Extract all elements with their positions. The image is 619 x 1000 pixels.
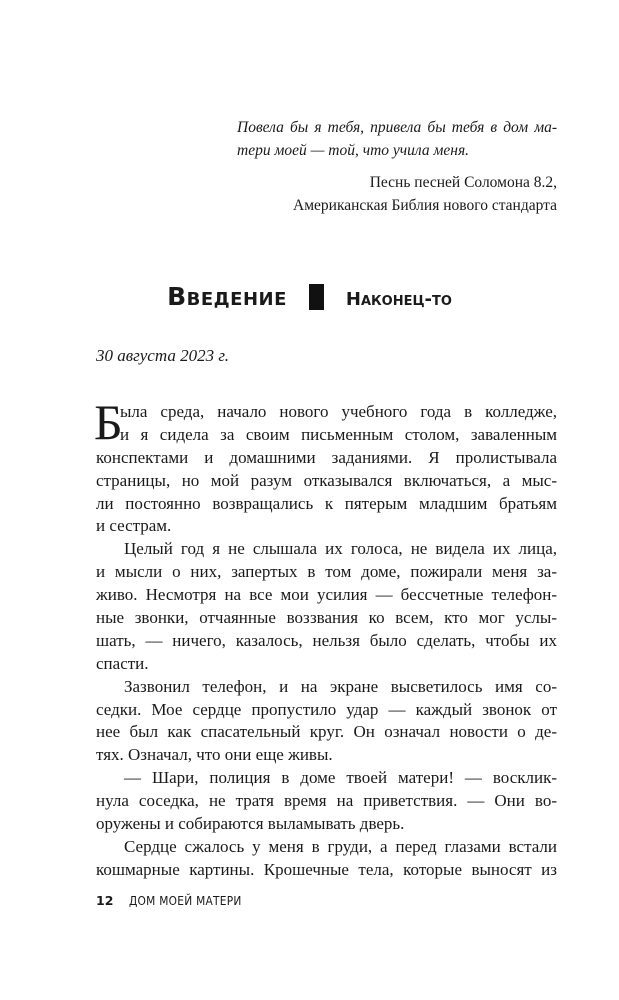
epigraph-line: Повела бы я тебя, привела бы тебя в дом ма-: [237, 119, 557, 136]
chapter-title: Введение: [167, 282, 287, 311]
text-line: Зазвонил телефон, и на экране высветилось имя со-: [124, 676, 557, 696]
text-line: нее был как спасательный круг. Он означал новости о де-: [96, 722, 557, 742]
text-line: ные звонки, отчаянные воззвания ко всем, кто мог услы-: [96, 608, 557, 628]
text-line: и я сидела за своим письменным столом, заваленным: [120, 424, 557, 444]
text-line: живо. Несмотря на все мои усилия — бессчетные телефон-: [96, 585, 557, 605]
heading-separator: [309, 284, 324, 310]
text-line: оружены и собираются выламывать дверь.: [96, 814, 405, 834]
chapter-date: 30 августа 2023 г.: [96, 346, 229, 365]
chapter-subtitle: Наконец-то: [345, 289, 452, 310]
text-line: страницы, но мой разум отказывался включаться, а мыс-: [96, 470, 557, 490]
text-line: кошмарные картины. Крошечные тела, которые выносят из: [96, 859, 557, 879]
epigraph: [237, 116, 557, 162]
text-line: конспектами и домашними заданиями. Я пролистывала: [96, 447, 557, 467]
epigraph-source: [293, 171, 557, 217]
drop-cap: Б: [94, 394, 123, 450]
text-line: седки. Мое сердце пропустило удар — каждый звонок от: [96, 699, 557, 719]
text-line: — Шари, полиция в доме твоей матери! — восклик-: [124, 768, 557, 788]
text-line: ли постоянно возвращались к пятерым младшим братьям: [96, 493, 557, 513]
text-line: и сестрам.: [96, 516, 172, 536]
text-line: нула соседка, не тратя время на приветствия. — Они во-: [96, 791, 557, 811]
text-line: Целый год я не слышала их голоса, не видела их лица,: [124, 539, 557, 559]
page-footer: [96, 893, 262, 908]
text-line: спасти.: [96, 653, 149, 673]
text-line: шать, — ничего, казалось, нельзя было сделать, чтобы их: [96, 630, 557, 650]
text-line: тях. Означал, что они еще живы.: [96, 745, 333, 765]
text-line: Сердце сжалось у меня в груди, а перед глазами встали: [124, 836, 557, 856]
epigraph-line: тери моей — той, что учила меня.: [237, 142, 470, 159]
source-line: Американская Библия нового стандарта: [293, 197, 557, 214]
text-line: ыла среда, начало нового учебного года в колледже,: [120, 402, 557, 421]
text-line: и мысли о них, запертых в том доме, пожирали меня за-: [96, 562, 557, 582]
chapter-heading: [0, 282, 619, 311]
body-text: [94, 394, 557, 882]
source-line: Песнь песней Соломона 8.2,: [369, 174, 557, 191]
running-title: ДОМ МОЕЙ МАТЕРИ: [129, 893, 243, 908]
page-number: 12: [96, 893, 114, 908]
